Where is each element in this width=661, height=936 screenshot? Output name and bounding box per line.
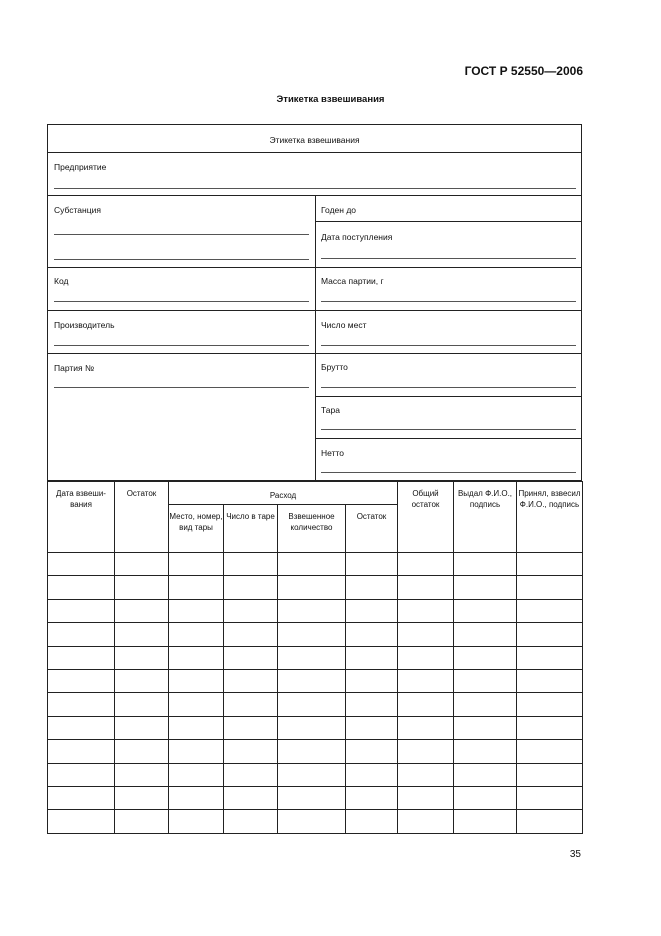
table-row	[48, 716, 583, 739]
table-cell[interactable]	[398, 553, 454, 576]
table-cell[interactable]	[278, 786, 346, 809]
table-row	[48, 693, 583, 716]
table-cell[interactable]	[454, 740, 517, 763]
table-cell[interactable]	[48, 740, 115, 763]
table-row	[48, 786, 583, 809]
table-cell[interactable]	[517, 623, 583, 646]
sub-remainder-header: Остаток	[346, 505, 398, 553]
table-cell[interactable]	[517, 669, 583, 692]
table-cell[interactable]	[169, 763, 224, 786]
table-cell[interactable]	[278, 623, 346, 646]
table-cell[interactable]	[346, 646, 398, 669]
table-cell[interactable]	[48, 693, 115, 716]
table-cell[interactable]	[398, 740, 454, 763]
table-cell[interactable]	[169, 623, 224, 646]
substance-label: Субстанция	[54, 205, 101, 215]
col-remainder-header: Остаток	[115, 482, 169, 553]
table-cell[interactable]	[346, 669, 398, 692]
table-cell[interactable]	[169, 786, 224, 809]
col-consumption-header: Расход	[169, 482, 398, 505]
table-cell[interactable]	[278, 646, 346, 669]
table-cell[interactable]	[398, 786, 454, 809]
batch-number-label: Партия №	[54, 363, 95, 373]
table-cell[interactable]	[454, 716, 517, 739]
table-row	[48, 740, 583, 763]
expiry-label: Годен до	[321, 205, 357, 215]
table-row	[48, 576, 583, 599]
table-cell[interactable]	[517, 646, 583, 669]
table-cell[interactable]	[224, 623, 278, 646]
table-cell[interactable]	[454, 599, 517, 622]
table-cell[interactable]	[224, 599, 278, 622]
table-cell[interactable]	[115, 669, 169, 692]
table-cell[interactable]	[346, 786, 398, 809]
table-cell[interactable]	[48, 553, 115, 576]
table-cell[interactable]	[115, 693, 169, 716]
manufacturer-label: Производитель	[54, 320, 115, 330]
net-field[interactable]	[321, 472, 576, 473]
table-cell[interactable]	[454, 693, 517, 716]
table-cell[interactable]	[278, 599, 346, 622]
table-cell[interactable]	[224, 740, 278, 763]
table-cell[interactable]	[346, 623, 398, 646]
table-row	[48, 599, 583, 622]
table-cell[interactable]	[517, 693, 583, 716]
table-cell[interactable]	[454, 576, 517, 599]
table-cell[interactable]	[48, 810, 115, 833]
table-cell[interactable]	[454, 669, 517, 692]
table-cell[interactable]	[454, 646, 517, 669]
table-cell[interactable]	[278, 669, 346, 692]
code-field[interactable]	[54, 301, 309, 302]
table-cell[interactable]	[278, 693, 346, 716]
table-cell[interactable]	[115, 623, 169, 646]
table-cell[interactable]	[48, 716, 115, 739]
table-cell[interactable]	[224, 810, 278, 833]
table-cell[interactable]	[346, 693, 398, 716]
table-cell[interactable]	[224, 646, 278, 669]
table-cell[interactable]	[48, 786, 115, 809]
table-cell[interactable]	[224, 669, 278, 692]
table-cell[interactable]	[346, 553, 398, 576]
code-label: Код	[54, 276, 69, 286]
table-cell[interactable]	[517, 763, 583, 786]
col-date-header: Дата взвеши-вания	[48, 482, 115, 553]
manufacturer-field[interactable]	[54, 345, 309, 346]
table-cell[interactable]	[48, 623, 115, 646]
table-cell[interactable]	[454, 763, 517, 786]
table-cell[interactable]	[278, 763, 346, 786]
batch-mass-label: Масса партии, г	[321, 276, 384, 286]
table-cell[interactable]	[398, 693, 454, 716]
table-cell[interactable]	[169, 669, 224, 692]
weighing-log-table	[47, 481, 583, 834]
enterprise-label: Предприятие	[54, 162, 107, 172]
batch-mass-field[interactable]	[321, 301, 576, 302]
net-label: Нетто	[321, 448, 345, 458]
table-cell[interactable]	[346, 716, 398, 739]
table-cell[interactable]	[169, 553, 224, 576]
table-cell[interactable]	[278, 740, 346, 763]
table-cell[interactable]	[454, 810, 517, 833]
table-row	[48, 669, 583, 692]
table-cell[interactable]	[278, 553, 346, 576]
table-cell[interactable]	[517, 553, 583, 576]
col-received-header: Принял, взвесил Ф.И.О., подпись	[517, 482, 583, 553]
substance-field-1[interactable]	[54, 234, 309, 235]
table-cell[interactable]	[48, 599, 115, 622]
table-cell[interactable]	[169, 599, 224, 622]
table-cell[interactable]	[517, 576, 583, 599]
gross-label: Брутто	[321, 362, 348, 372]
table-row	[48, 646, 583, 669]
table-cell[interactable]	[517, 716, 583, 739]
col-issued-header: Выдал Ф.И.О., подпись	[454, 482, 517, 553]
table-cell[interactable]	[224, 716, 278, 739]
table-cell[interactable]	[517, 810, 583, 833]
table-cell[interactable]	[278, 716, 346, 739]
table-cell[interactable]	[398, 763, 454, 786]
table-cell[interactable]	[346, 740, 398, 763]
col-total-remainder-header: Общий остаток	[398, 482, 454, 553]
table-cell[interactable]	[454, 553, 517, 576]
form-heading: Этикетка взвешивания	[269, 135, 360, 145]
table-cell[interactable]	[169, 810, 224, 833]
table-row	[48, 623, 583, 646]
table-cell[interactable]	[517, 786, 583, 809]
table-cell[interactable]	[115, 646, 169, 669]
substance-field-2[interactable]	[54, 259, 309, 260]
table-cell[interactable]	[115, 786, 169, 809]
table-cell[interactable]	[169, 716, 224, 739]
table-cell[interactable]	[398, 716, 454, 739]
table-cell[interactable]	[48, 576, 115, 599]
table-cell[interactable]	[115, 810, 169, 833]
table-cell[interactable]	[398, 810, 454, 833]
table-cell[interactable]	[169, 693, 224, 716]
table-row	[48, 763, 583, 786]
weighing-label-form	[47, 124, 582, 481]
table-cell[interactable]	[346, 599, 398, 622]
table-cell[interactable]	[454, 623, 517, 646]
places-count-field[interactable]	[321, 345, 576, 346]
table-cell[interactable]	[454, 786, 517, 809]
document-title: Этикетка взвешивания	[276, 94, 385, 105]
table-cell[interactable]	[224, 763, 278, 786]
table-cell[interactable]	[224, 693, 278, 716]
receipt-date-label: Дата поступления	[321, 232, 393, 242]
table-cell[interactable]	[115, 576, 169, 599]
batch-number-field[interactable]	[54, 387, 309, 388]
table-cell[interactable]	[278, 576, 346, 599]
table-cell[interactable]	[115, 763, 169, 786]
enterprise-field[interactable]	[54, 188, 576, 189]
table-cell[interactable]	[346, 763, 398, 786]
table-cell[interactable]	[278, 810, 346, 833]
tare-field[interactable]	[321, 429, 576, 430]
table-cell[interactable]	[115, 599, 169, 622]
table-cell[interactable]	[48, 669, 115, 692]
table-cell[interactable]	[48, 646, 115, 669]
table-cell[interactable]	[398, 599, 454, 622]
log-body	[48, 553, 583, 834]
table-cell[interactable]	[115, 740, 169, 763]
sub-weighed-header: Взвешенное количество	[278, 505, 346, 553]
table-cell[interactable]	[115, 716, 169, 739]
table-cell[interactable]	[169, 576, 224, 599]
table-cell[interactable]	[224, 786, 278, 809]
table-cell[interactable]	[169, 740, 224, 763]
table-cell[interactable]	[398, 646, 454, 669]
table-cell[interactable]	[224, 576, 278, 599]
table-cell[interactable]	[398, 576, 454, 599]
table-cell[interactable]	[398, 623, 454, 646]
page-number: 35	[569, 849, 581, 860]
places-count-label: Число мест	[321, 320, 367, 330]
gross-field[interactable]	[321, 387, 576, 388]
tare-label: Тара	[321, 405, 340, 415]
table-cell[interactable]	[346, 810, 398, 833]
table-cell[interactable]	[398, 669, 454, 692]
sub-place-header: Место, номер, вид тары	[169, 505, 224, 553]
standard-number: ГОСТ Р 52550—2006	[464, 64, 583, 78]
table-cell[interactable]	[517, 740, 583, 763]
table-row	[48, 553, 583, 576]
table-cell[interactable]	[48, 763, 115, 786]
table-cell[interactable]	[169, 646, 224, 669]
receipt-date-field[interactable]	[321, 258, 576, 259]
sub-count-header: Число в таре	[224, 505, 278, 553]
table-row	[48, 810, 583, 833]
table-cell[interactable]	[346, 576, 398, 599]
table-cell[interactable]	[115, 553, 169, 576]
table-cell[interactable]	[517, 599, 583, 622]
table-cell[interactable]	[224, 553, 278, 576]
